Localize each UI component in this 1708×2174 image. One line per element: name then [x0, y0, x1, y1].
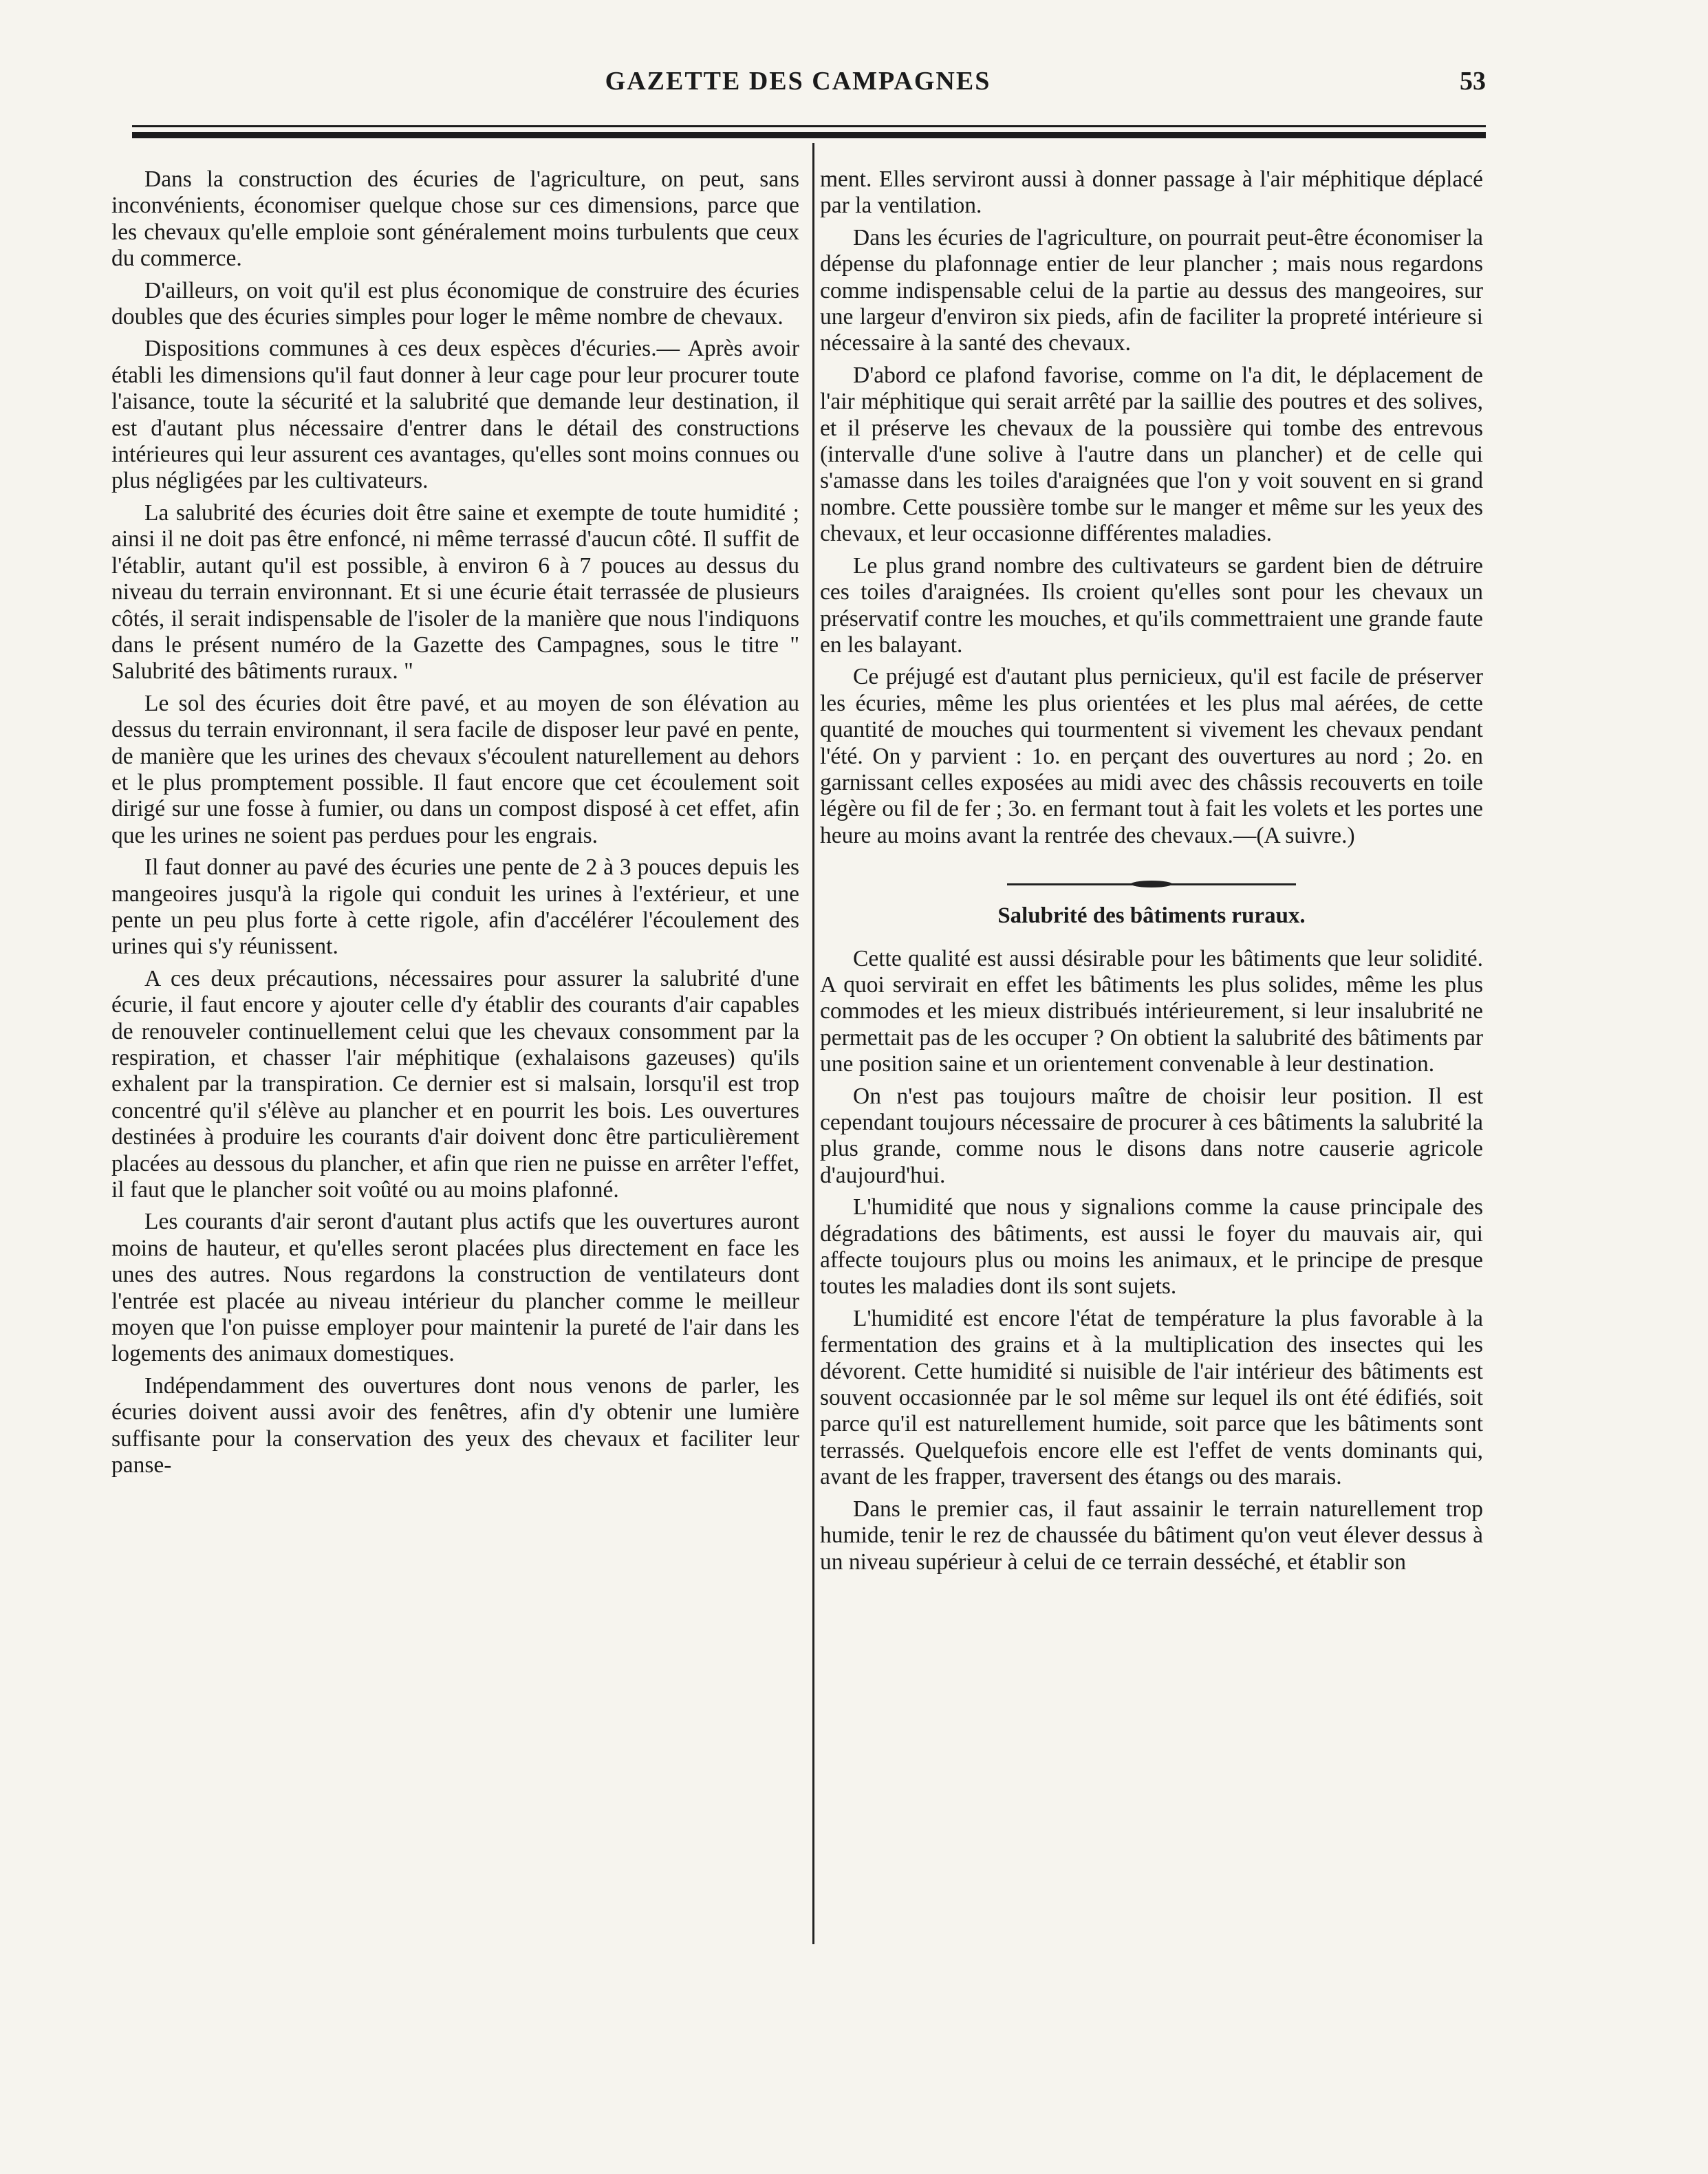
- paragraph: Cette qualité est aussi désirable pour les bâtiments que leur solidité. A quoi servirait en effet les bâtiments les plus solides, même les plus commodes et les mieux distribués intérieurement, si leur insalubrité ne permettait pas de les occuper ? On obtient la salubrité des bâtiments par une position saine et un orientement convenable à leur destination.: [820, 945, 1483, 1077]
- page-header: [110, 66, 1486, 100]
- paragraph: Dans la construction des écuries de l'agriculture, on peut, sans inconvénients, économiser quelque chose sur ces dimensions, parce que les chevaux qu'elle emploie sont généralement moins turbulents que ceux du commerce.: [111, 166, 799, 272]
- paragraph: Le plus grand nombre des cultivateurs se gardent bien de détruire ces toiles d'araignées. Ils croient qu'elles sont pour les chevaux un préservatif contre les mouches, et qu'ils commettraient une grande faute en les balayant.: [820, 552, 1483, 658]
- section-separator-ornament: [1007, 881, 1296, 887]
- section-title: Salubrité des bâtiments ruraux.: [997, 903, 1306, 929]
- paragraph: L'humidité est encore l'état de température la plus favorable à la fermentation des grains et à la multiplication des insectes qui les dévorent. Cette humidité si nuisible de l'air intérieur des bâtiments est souvent occasionnée par le sol même sur lequel ils ont été édifiés, soit parce qu'il est naturellement humide, soit parce que les bâtiments sont terrassés. Quelquefois encore elle est l'effet de vents dominants qui, avant de les frapper, traversent des étangs ou des marais.: [820, 1305, 1483, 1490]
- page-number: 53: [1460, 67, 1486, 96]
- paragraph: Dispositions communes à ces deux espèces d'écuries.— Après avoir établi les dimensions qu'il faut donner à leur cage pour leur procurer toute l'aisance, toute la sécurité et la salubrité que demande leur destination, il est d'autant plus nécessaire d'entrer dans le détail des constructions intérieures qui leur assurent ces avantages, qu'elles sont moins connues ou plus négligées par les cultivateurs.: [111, 336, 799, 494]
- header-rule-thick: [132, 132, 1486, 138]
- paragraph: Les courants d'air seront d'autant plus actifs que les ouvertures auront moins de hauteur, et qu'elles seront placées plus directement en face les unes des autres. Nous regardons la construction de ventilateurs dont l'entrée est placée au niveau intérieur du plancher comme le meilleur moyen que l'on puisse employer pour maintenir la pureté de l'air dans les logements des animaux domestiques.: [111, 1209, 799, 1367]
- paragraph: Dans les écuries de l'agriculture, on pourrait peut-être économiser la dépense du plafonnage entier de leur plancher ; mais nous regardons comme indispensable celui de la partie au dessus des mangeoires, sur une largeur d'environ six pieds, afin de faciliter la propreté intérieure si nécessaire à la santé des chevaux.: [820, 224, 1483, 356]
- paragraph: Indépendamment des ouvertures dont nous venons de parler, les écuries doivent aussi avoir des fenêtres, afin d'y obtenir une lumière suffisante pour la conservation des yeux des chevaux et faciliter leur panse-: [111, 1373, 799, 1478]
- paragraph: D'abord ce plafond favorise, comme on l'a dit, le déplacement de l'air méphitique qui serait arrêté par la saillie des poutres et des solives, et il préserve les chevaux de la poussière qui tombe des entrevous (intervalle d'une solive à l'autre dans un plancher) et de celle qui s'amasse dans les toiles d'araignées que l'on y voit souvent en si grand nombre. Cette poussière tombe sur le manger et même sur les yeux des chevaux, et leur occasionne différentes maladies.: [820, 362, 1483, 547]
- paragraph: Ce préjugé est d'autant plus pernicieux, qu'il est facile de préserver les écuries, même les plus orientées et les plus mal aérées, de cette quantité de mouches qui tourmentent si vivement les chevaux pendant l'été. On y parvient : 1o. en perçant des ouvertures au nord ; 2o. en garnissant celles exposées au midi avec des châssis recouverts en toile légère ou fil de fer ; 3o. en fermant tout à fait les volets et les portes une heure au moins avant la rentrée des chevaux.—(A suivre.): [820, 664, 1483, 848]
- right-column: [820, 166, 1483, 1581]
- paragraph: L'humidité que nous y signalions comme la cause principale des dégradations des bâtiments, est aussi le foyer du mauvais air, qui affecte toujours plus ou moins les animaux, et le principe de presque toutes les maladies dont ils sont sujets.: [820, 1194, 1483, 1300]
- paragraph: Dans le premier cas, il faut assainir le terrain naturellement trop humide, tenir le rez de chaussée du bâtiment qu'on veut élever dessus à un niveau supérieur à celui de ce terrain desséché, et établir son: [820, 1496, 1483, 1575]
- column-divider: [812, 143, 814, 1944]
- paragraph: Il faut donner au pavé des écuries une pente de 2 à 3 pouces depuis les mangeoires jusqu'à la rigole qui conduit les urines à l'extérieur, et une pente un peu plus forte à cette rigole, afin d'accélérer l'écoulement des urines qui s'y réunissent.: [111, 854, 799, 960]
- paragraph: La salubrité des écuries doit être saine et exempte de toute humidité ; ainsi il ne doit pas être enfoncé, ni même terrassé d'aucun côté. Il suffit de l'établir, autant qu'il est possible, à environ 6 à 7 pouces au dessus du niveau du terrain environnant. Et si une écurie était terrassée de plusieurs côtés, il serait indispensable de l'isoler de la manière que nous l'indiquons dans le présent numéro de la Gazette des Campagnes, sous le titre " Salubrité des bâtiments ruraux. ": [111, 499, 799, 685]
- publication-title: GAZETTE DES CAMPAGNES: [605, 67, 991, 96]
- paragraph: ment. Elles serviront aussi à donner passage à l'air méphitique déplacé par la ventilation.: [820, 166, 1483, 219]
- paragraph: D'ailleurs, on voit qu'il est plus économique de construire des écuries doubles que des écuries simples pour loger le même nombre de chevaux.: [111, 277, 799, 330]
- header-rule-thin: [132, 125, 1486, 127]
- paragraph: On n'est pas toujours maître de choisir leur position. Il est cependant toujours nécessaire de procurer à ces bâtiments la salubrité la plus grande, comme nous le disons dans notre causerie agricole d'aujourd'hui.: [820, 1083, 1483, 1188]
- left-column: [111, 166, 799, 1485]
- paragraph: A ces deux précautions, nécessaires pour assurer la salubrité d'une écurie, il faut encore y ajouter celle d'y établir des courants d'air capables de renouveler continuellement celui que les chevaux consomment par la respiration, et chasser l'air méphitique (exhalaisons gazeuses) qu'ils exhalent par la transpiration. Ce dernier est si malsain, lorsqu'il est trop concentré qu'il s'élève au plancher et en pourrit les bois. Les ouvertures destinées à produire les courants d'air doivent donc être particulièrement placées au dessous du plancher, et afin que rien ne puisse en arrêter l'effet, il faut que le plancher soit voûté ou au moins plafonné.: [111, 965, 799, 1203]
- paragraph: Le sol des écuries doit être pavé, et au moyen de son élévation au dessus du terrain environnant, il sera facile de disposer leur pavé en pente, de manière que les urines des chevaux s'écoulent naturellement au dehors et le plus promptement possible. Il faut encore que cet écoulement soit dirigé sur une fosse à fumier, ou dans un compost disposé à cet effet, afin que les urines ne soient pas perdues pour les engrais.: [111, 690, 799, 848]
